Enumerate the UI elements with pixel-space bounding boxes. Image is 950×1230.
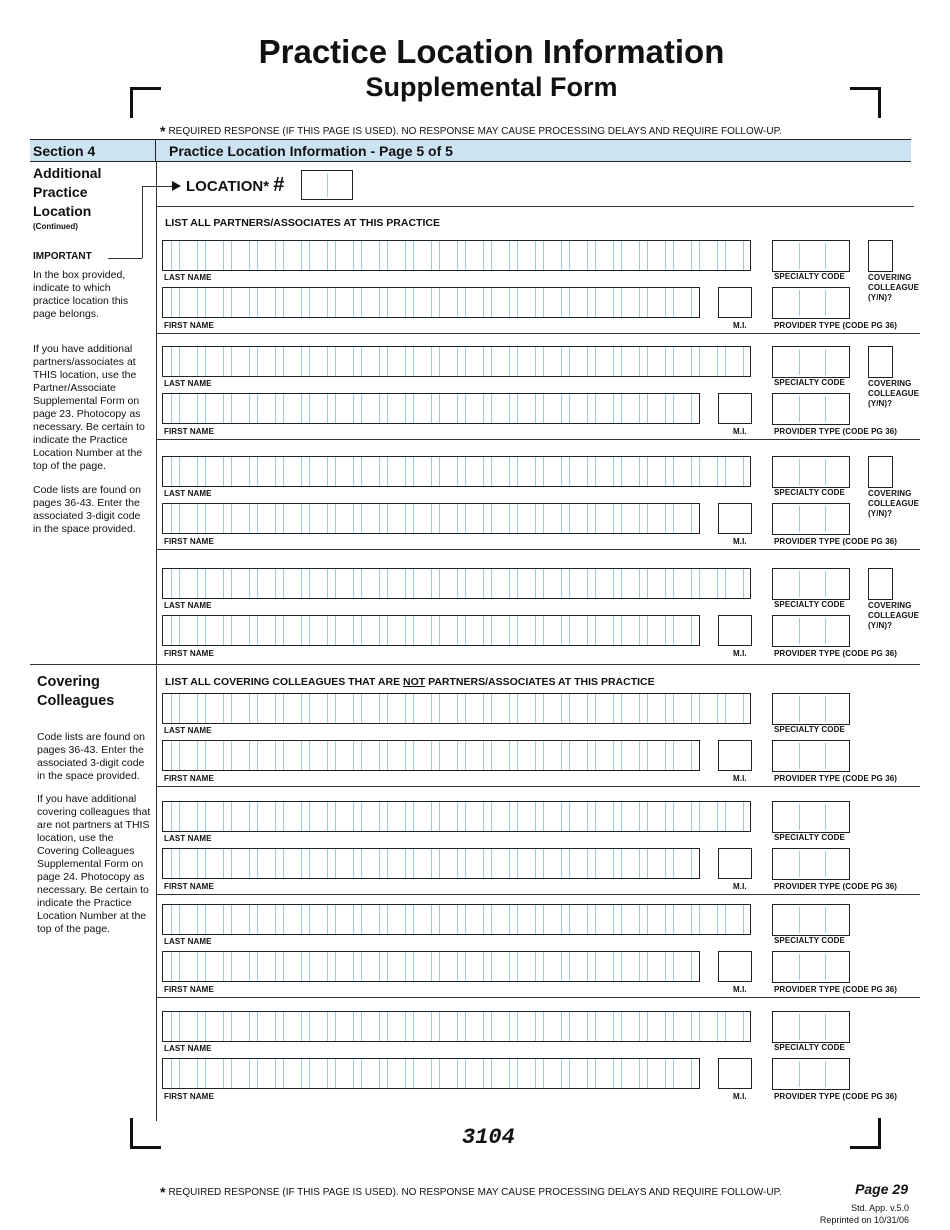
covering-title-line2: Colleagues (37, 693, 115, 709)
reprinted: Reprinted on 10/31/06 (819, 1215, 909, 1225)
location-hash: # (273, 174, 285, 196)
covering-1-specialty-code-label: SPECIALTY CODE (774, 725, 845, 734)
covering-3-mi-label: M.I. (733, 985, 747, 994)
partner-3-rule (156, 549, 920, 550)
covering-2-first-name-input[interactable] (162, 848, 700, 879)
covering-1-first-name-label: FIRST NAME (164, 774, 214, 783)
sidebar-continued: (Continued) (33, 222, 78, 231)
partner-2-covering-yn-input[interactable] (868, 346, 893, 378)
sidebar-important: IMPORTANT (33, 251, 92, 262)
partner-2-last-name-input[interactable] (162, 346, 751, 377)
partner-1-covering-q3: (Y/N)? (868, 293, 893, 302)
covering-4-specialty-code-label: SPECIALTY CODE (774, 1043, 845, 1052)
sidebar-title-line1: Additional (33, 165, 102, 181)
covering-3-provider-type-label: PROVIDER TYPE (CODE PG 36) (774, 985, 898, 994)
partner-1-provider-type-label: PROVIDER TYPE (CODE PG 36) (774, 321, 898, 330)
partner-1-specialty-code-input[interactable] (772, 240, 850, 272)
partner-3-last-name-input[interactable] (162, 456, 751, 487)
partner-2-rule (156, 439, 920, 440)
covering-3-provider-type-input[interactable] (772, 951, 850, 983)
partner-4-first-name-label: FIRST NAME (164, 649, 214, 658)
covering-4-first-name-input[interactable] (162, 1058, 700, 1089)
partner-1-first-name-label: FIRST NAME (164, 321, 214, 330)
covering-para1: Code lists are found on pages 36-43. Enter the associated 3-digit code in the space provided. (37, 731, 145, 782)
partner-4-covering-q3: (Y/N)? (868, 621, 893, 630)
covering-title (37, 673, 114, 711)
version: Std. App. v.5.0 (851, 1203, 909, 1213)
partner-4-specialty-code-input[interactable] (772, 568, 850, 600)
location-number-input[interactable] (301, 170, 353, 200)
covering-4-first-name-label: FIRST NAME (164, 1092, 214, 1101)
required-notice-text: REQUIRED RESPONSE (IF THIS PAGE IS USED). NO RESPONSE MAY CAUSE PROCESSING DELAYS AND REQUIRE FOLLOW-UP. (168, 126, 782, 137)
partner-1-last-name-input[interactable] (162, 240, 751, 271)
sidebar-para2: If you have additional partners/associates at THIS location, use the Partner/Associate Supplemental Form on page 23. Photocopy as necessary. Be certain to indicate the Practice Location Number at the top of the page. (33, 343, 145, 472)
partner-1-specialty-code-label: SPECIALTY CODE (774, 272, 845, 281)
asterisk-bottom: * (160, 1184, 166, 1200)
partner-3-covering-q3: (Y/N)? (868, 509, 893, 518)
page-subtitle: Supplemental Form (365, 72, 618, 102)
covering-1-provider-type-input[interactable] (772, 740, 850, 772)
page-number: Page 29 (855, 1181, 908, 1197)
location-label-text: LOCATION* (186, 178, 270, 195)
partner-2-first-name-input[interactable] (162, 393, 700, 424)
section-header-title: Practice Location Information - Page 5 of 5 (169, 143, 453, 159)
covering-4-provider-type-input[interactable] (772, 1058, 850, 1090)
covering-2-specialty-code-input[interactable] (772, 801, 850, 833)
partner-4-first-name-input[interactable] (162, 615, 700, 646)
partner-4-last-name-label: LAST NAME (164, 601, 212, 610)
covering-2-specialty-code-label: SPECIALTY CODE (774, 833, 845, 842)
partner-3-mi-label: M.I. (733, 537, 747, 546)
partner-4-mi-label: M.I. (733, 649, 747, 658)
partner-2-specialty-code-input[interactable] (772, 346, 850, 378)
arrow-icon (172, 181, 181, 191)
partner-3-specialty-code-input[interactable] (772, 456, 850, 488)
covering-1-mi-label: M.I. (733, 774, 747, 783)
location-rule (156, 206, 914, 207)
partner-3-first-name-input[interactable] (162, 503, 700, 534)
covering-2-mi-input[interactable] (718, 848, 752, 879)
crop-mark-top-left (130, 87, 161, 118)
partner-3-specialty-code-label: SPECIALTY CODE (774, 488, 845, 497)
partner-3-provider-type-input[interactable] (772, 503, 850, 535)
covering-3-mi-input[interactable] (718, 951, 752, 982)
partner-3-mi-input[interactable] (718, 503, 752, 534)
covering-2-provider-type-input[interactable] (772, 848, 850, 880)
partner-1-covering-q2: COLLEAGUE (868, 283, 920, 292)
covering-1-last-name-input[interactable] (162, 693, 751, 724)
covering-2-first-name-label: FIRST NAME (164, 882, 214, 891)
partner-1-covering-yn-input[interactable] (868, 240, 893, 272)
covering-4-specialty-code-input[interactable] (772, 1011, 850, 1043)
partners-heading: LIST ALL PARTNERS/ASSOCIATES AT THIS PRACTICE (165, 217, 440, 229)
partner-4-specialty-code-label: SPECIALTY CODE (774, 600, 845, 609)
asterisk: * (160, 123, 166, 139)
covering-heading-not: NOT (403, 676, 426, 688)
crop-mark-bottom-right (850, 1118, 881, 1149)
partner-1-last-name-label: LAST NAME (164, 273, 212, 282)
partner-4-covering-q2: COLLEAGUE (868, 611, 920, 620)
partner-3-provider-type-label: PROVIDER TYPE (CODE PG 36) (774, 537, 898, 546)
covering-section-rule (30, 664, 920, 665)
covering-heading-post: PARTNERS/ASSOCIATES AT THIS PRACTICE (425, 676, 655, 688)
covering-3-specialty-code-input[interactable] (772, 904, 850, 936)
partner-3-covering-yn-input[interactable] (868, 456, 893, 488)
required-notice-bottom (160, 1184, 782, 1200)
partner-2-last-name-label: LAST NAME (164, 379, 212, 388)
partner-2-covering-q3: (Y/N)? (868, 399, 893, 408)
crop-mark-bottom-left (130, 1118, 161, 1149)
partner-1-first-name-input[interactable] (162, 287, 700, 318)
partner-2-mi-label: M.I. (733, 427, 747, 436)
required-notice-top (160, 123, 782, 139)
covering-2-rule (156, 894, 920, 895)
partner-2-specialty-code-label: SPECIALTY CODE (774, 378, 845, 387)
covering-3-last-name-input[interactable] (162, 904, 751, 935)
sidebar-para3: Code lists are found on pages 36-43. Enter the associated 3-digit code in the space provided. (33, 484, 141, 535)
covering-4-mi-input[interactable] (718, 1058, 752, 1089)
partner-2-mi-input[interactable] (718, 393, 752, 424)
partner-4-last-name-input[interactable] (162, 568, 751, 599)
pointer-horizontal (142, 186, 174, 187)
partner-3-covering-q1: COVERING (868, 489, 912, 498)
partner-1-mi-label: M.I. (733, 321, 747, 330)
sidebar-title-line2: Practice (33, 184, 88, 200)
covering-3-first-name-label: FIRST NAME (164, 985, 214, 994)
covering-1-specialty-code-input[interactable] (772, 693, 850, 725)
section-header-bar (30, 139, 911, 162)
covering-3-specialty-code-label: SPECIALTY CODE (774, 936, 845, 945)
required-notice-bottom-text: REQUIRED RESPONSE (IF THIS PAGE IS USED). NO RESPONSE MAY CAUSE PROCESSING DELAYS AND REQUIRE FOLLOW-UP. (168, 1187, 782, 1198)
partner-1-provider-type-input[interactable] (772, 287, 850, 319)
covering-1-last-name-label: LAST NAME (164, 726, 212, 735)
partner-1-rule (156, 333, 920, 334)
covering-heading-pre: LIST ALL COVERING COLLEAGUES THAT ARE (165, 676, 404, 688)
covering-3-first-name-input[interactable] (162, 951, 700, 982)
covering-3-last-name-label: LAST NAME (164, 937, 212, 946)
form-code: 3104 (462, 1125, 515, 1150)
partner-4-mi-input[interactable] (718, 615, 752, 646)
covering-1-mi-input[interactable] (718, 740, 752, 771)
partner-4-covering-q1: COVERING (868, 601, 912, 610)
sidebar-title-line3: Location (33, 203, 92, 219)
covering-4-mi-label: M.I. (733, 1092, 747, 1101)
covering-4-last-name-input[interactable] (162, 1011, 751, 1042)
partner-2-provider-type-input[interactable] (772, 393, 850, 425)
section-label: Section 4 (33, 143, 96, 159)
covering-1-first-name-input[interactable] (162, 740, 700, 771)
covering-title-line1: Covering (37, 674, 100, 690)
header-divider (155, 139, 156, 161)
column-divider (156, 161, 157, 1121)
covering-1-rule (156, 786, 920, 787)
covering-4-last-name-label: LAST NAME (164, 1044, 212, 1053)
partner-4-covering-yn-input[interactable] (868, 568, 893, 600)
sidebar-title (33, 164, 101, 221)
important-pointer (108, 258, 142, 259)
partner-2-first-name-label: FIRST NAME (164, 427, 214, 436)
covering-2-last-name-label: LAST NAME (164, 834, 212, 843)
partner-3-first-name-label: FIRST NAME (164, 537, 214, 546)
partner-1-mi-input[interactable] (718, 287, 752, 318)
partner-2-provider-type-label: PROVIDER TYPE (CODE PG 36) (774, 427, 898, 436)
covering-2-last-name-input[interactable] (162, 801, 751, 832)
covering-2-provider-type-label: PROVIDER TYPE (CODE PG 36) (774, 882, 898, 891)
covering-1-provider-type-label: PROVIDER TYPE (CODE PG 36) (774, 774, 898, 783)
partner-3-covering-q2: COLLEAGUE (868, 499, 920, 508)
pointer-vertical (142, 186, 143, 258)
partner-4-provider-type-label: PROVIDER TYPE (CODE PG 36) (774, 649, 898, 658)
partner-1-covering-q1: COVERING (868, 273, 912, 282)
partner-2-covering-q2: COLLEAGUE (868, 389, 920, 398)
sidebar-para1: In the box provided, indicate to which practice location this page belongs. (33, 269, 129, 320)
covering-para2: If you have additional covering colleagues that are not partners at THIS location, use the Covering Colleagues Supplemental Form on page 24. Photocopy as necessary. Be certain to indicate the Practice Location Number at the top of the page. (37, 793, 151, 935)
partner-4-provider-type-input[interactable] (772, 615, 850, 647)
covering-4-provider-type-label: PROVIDER TYPE (CODE PG 36) (774, 1092, 898, 1101)
page-title: Practice Location Information (258, 33, 725, 70)
covering-3-rule (156, 997, 920, 998)
partner-2-covering-q1: COVERING (868, 379, 912, 388)
covering-heading (165, 676, 655, 688)
covering-2-mi-label: M.I. (733, 882, 747, 891)
partner-3-last-name-label: LAST NAME (164, 489, 212, 498)
location-label (186, 174, 284, 197)
crop-mark-top-right (850, 87, 881, 118)
